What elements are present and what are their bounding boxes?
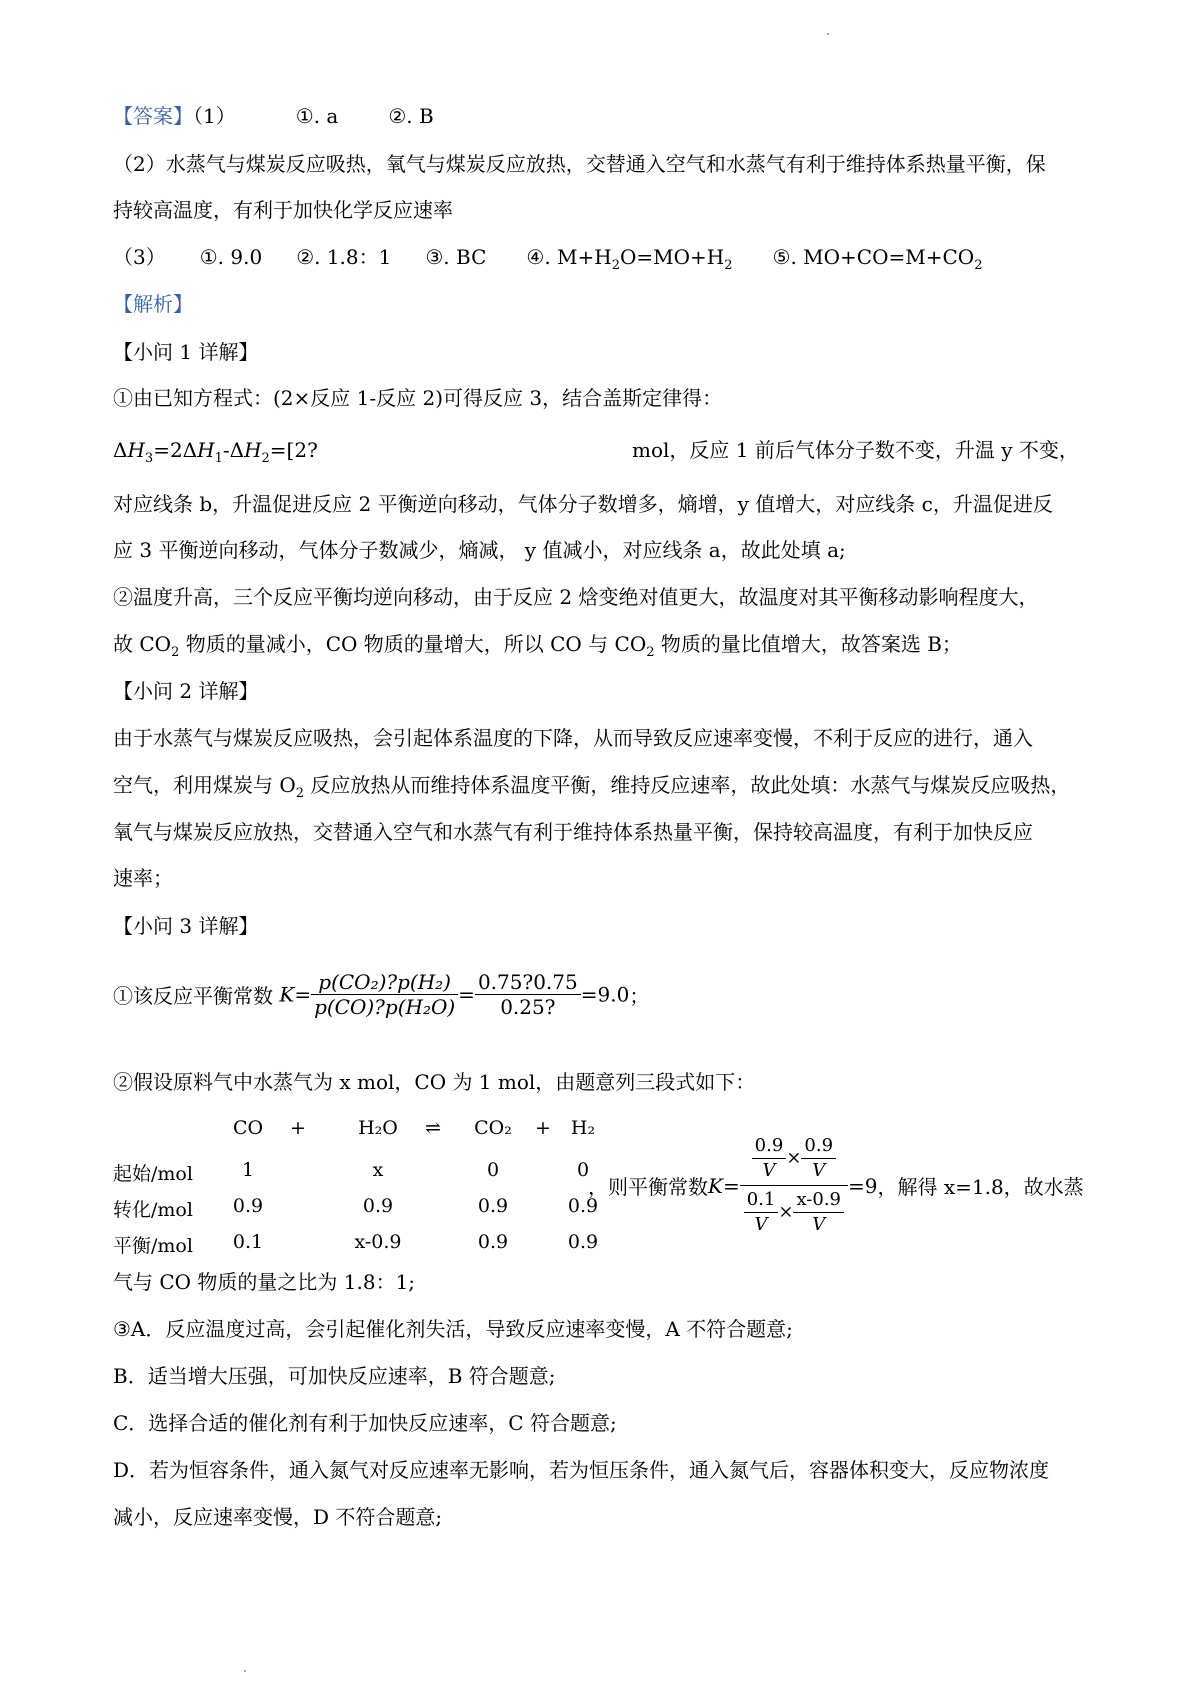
q1-answer-2: ②. B xyxy=(388,104,434,128)
speck-mark xyxy=(827,33,829,35)
s1-line-3: 对应线条 b，升温促进反应 2 平衡逆向移动，气体分子数增多，熵增，y 值增大，对应线条 c，升温促进反 xyxy=(113,492,1053,516)
speck-mark xyxy=(244,1670,246,1672)
k2-equation: ，则平衡常数 K = $\frac{0.9}{V}$ × $\frac{0.9}{V}$ $\frac{0.1}{V}$ × $\frac{x-0.9}{V}$ =9 ，解得 x=1.8，故水蒸 xyxy=(588,1132,1084,1239)
delta-h-formula: $\Delta H_3=2\Delta H_1-\Delta H_2=[2$? xyxy=(113,438,318,466)
analysis-tag: 【解析】 xyxy=(113,292,193,316)
s1-line-2 xyxy=(113,436,318,473)
s3-line-4: 气与 CO 物质的量之比为 1.8：1; xyxy=(113,1270,416,1294)
k-equation: ①该反应平衡常数 K= $\frac{\text{p(CO₂)?p(H₂)}}{\text{p(CO)?p(H₂O)}}$ = $\frac{0.75?0.75}{0.25?}$ =9.0； xyxy=(113,970,650,1019)
q3-answer-2: ②. 1.8：1 xyxy=(296,245,392,269)
q3-answer-3: ③. BC xyxy=(425,245,487,269)
s3-title: 【小问 3 详解】 xyxy=(113,914,259,938)
s3-line-7: C．选择合适的催化剂有利于加快反应速率，C 符合题意; xyxy=(113,1411,617,1435)
s2-line-2: 空气，利用煤炭与 $O_2$ 反应放热从而维持体系温度平衡，维持反应速率，故此处填：水蒸气与煤炭反应吸热， xyxy=(113,773,1071,801)
document-page: 【答案】（1） ①. a ②. B （2）水蒸气与煤炭反应吸热，氧气与煤炭反应放热，交替通入空气和水蒸气有利于维持体系热量平衡，保 持较高温度，有利于加快化学反应速率 （3） ①. 9.0 ②. 1.8：1 ③. BC ④. $M+H_2O=MO+H_2$ ⑤. $MO+CO=M+CO_2$ 【解析】 【小问 1 详解】 ①由已知方程式：(2×反应 1-反应 2)可得反应 3，结合盖斯定律得： $\Delta H_3=2\Delta H_1-\Delta H_2=[2$? mol，反应 1 前后气体分子数不变，升温 y 不变， 对应线条 b，升温促进反应 2 平衡逆向移动，气体分子数增多，熵增，y 值增大，对应线条 c，升温促进反 应 3 平衡逆向移动，气体分子数减少，熵减， y 值减小，对应线条 a，故此处填 a; ②温度升高，三个反应平衡均逆向移动，由于反应 2 焓变绝对值更大，故温度对其平衡移动影响程度大， 故 $CO_2$ 物质的量减小，CO 物质的量增大，所以 CO 与 $CO_2$ 物质的量比值增大，故答案选 B； 【小问 2 详解】 由于水蒸气与煤炭反应吸热，会引起体系温度的下降，从而导致反应速率变慢，不利于反应的进行，通入 空气，利用煤炭与 $O_2$ 反应放热从而维持体系温度平衡，维持反应速率，故此处填：水蒸气与煤炭反应吸热， 氧气与煤炭反应放热，交替通入空气和水蒸气有利于维持体系热量平衡，保持较高温度，有利于加快反应 速率； 【小问 3 详解】 ①该反应平衡常数 K= $\frac{\text{p(CO₂)?p(H₂)}}{\text{p(CO)?p(H₂O)}}$ = $\frac{0.75?0.75}{0.25?}$ =9.0； ②假设原料气中水蒸气为 x mol，CO 为 1 mol，由题意列三段式如下： CO + H₂O ⇌ CO₂ + H₂ 起始/mol 1 x 0 0 转化/mol 0.9 0.9 0.9 0.9 平衡/mol 0.1 x-0.9 0.9 0.9 ，则平衡常数 K = $\frac{0.9}{V}$ × $\frac{0.9}{V}$ $\frac{0.1}{V}$ × $\frac{x-0.9}{V}$ =9 ，解得 x=1.8，故水蒸 气与 CO 物质的量之比为 1.8：1; ③A．反应温度过高，会引起催化剂失活，导致反应速率变慢，A 不符合题意; B．适当增大压强，可加快反应速率，B 符合题意; C．选择合适的催化剂有利于加快反应速率，C 符合题意; D．若为恒容条件，通入氮气对反应速率无影响，若为恒压条件，通入氮气后，容器体积变大，反应物浓度 减小，反应速率变慢，D 不符合题意; xyxy=(0,0,1200,1698)
q1-number: （1） xyxy=(193,104,236,128)
answer-line-3 xyxy=(113,243,982,280)
s2-title: 【小问 2 详解】 xyxy=(113,679,259,703)
q2-answer-line-2: 持较高温度，有利于加快化学反应速率 xyxy=(113,198,453,222)
k-fraction-symbolic: $\frac{\text{p(CO₂)?p(H₂)}}{\text{p(CO)?p(H₂O)}}$ xyxy=(311,970,458,1019)
s1-line-5: ②温度升高，三个反应平衡均逆向移动，由于反应 2 焓变绝对值更大，故温度对其平衡移动影响程度大， xyxy=(113,585,1039,609)
answer-tag: 【答案】 xyxy=(113,104,193,128)
q3-answer-1: ①. 9.0 xyxy=(199,245,263,269)
s1-title: 【小问 1 详解】 xyxy=(113,340,259,364)
k2-compound-fraction: $\frac{0.9}{V}$ × $\frac{0.9}{V}$ $\frac{0.1}{V}$ × $\frac{x-0.9}{V}$ xyxy=(740,1132,848,1239)
s3-line-6: B．适当增大压强，可加快反应速率，B 符合题意; xyxy=(113,1364,556,1388)
answer-line-1 xyxy=(113,102,434,130)
s1-line-1: ①由已知方程式：(2×反应 1-反应 2)可得反应 3，结合盖斯定律得： xyxy=(113,386,723,410)
q3-answer-5: ⑤. $MO+CO=M+CO_2$ xyxy=(772,245,983,273)
s1-line-6: 故 $CO_2$ 物质的量减小，CO 物质的量增大，所以 CO 与 $CO_2$ 物质的量比值增大，故答案选 B； xyxy=(113,632,962,660)
s1-line-2-rest: mol，反应 1 前后气体分子数不变，升温 y 不变， xyxy=(632,438,1079,462)
k-fraction-numeric: $\frac{0.75?0.75}{0.25?}$ xyxy=(475,970,581,1019)
s3-line-8: D．若为恒容条件，通入氮气对反应速率无影响，若为恒压条件，通入氮气后，容器体积变大，反应物浓度 xyxy=(113,1458,1050,1482)
q3-number: （3） xyxy=(113,245,166,269)
s3-line-5: ③A．反应温度过高，会引起催化剂失活，导致反应速率变慢，A 不符合题意; xyxy=(113,1317,793,1341)
q1-answer-1: ①. a xyxy=(295,104,339,128)
s3-line-9: 减小，反应速率变慢，D 不符合题意; xyxy=(113,1505,443,1529)
q2-answer-line-1: （2）水蒸气与煤炭反应吸热，氧气与煤炭反应放热，交替通入空气和水蒸气有利于维持体系热量平衡，保 xyxy=(113,152,1046,176)
s1-line-4: 应 3 平衡逆向移动，气体分子数减少，熵减， y 值减小，对应线条 a，故此处填 a; xyxy=(113,538,846,562)
s2-line-4: 速率； xyxy=(113,866,173,890)
s2-line-3: 氧气与煤炭反应放热，交替通入空气和水蒸气有利于维持体系热量平衡，保持较高温度，有利于加快反应 xyxy=(113,820,1033,844)
q3-answer-4: ④. $M+H_2O=MO+H_2$ xyxy=(526,245,733,273)
s3-line-2: ②假设原料气中水蒸气为 x mol，CO 为 1 mol，由题意列三段式如下： xyxy=(113,1070,756,1094)
s2-line-1: 由于水蒸气与煤炭反应吸热，会引起体系温度的下降，从而导致反应速率变慢，不利于反应的进行，通入 xyxy=(113,726,1033,750)
